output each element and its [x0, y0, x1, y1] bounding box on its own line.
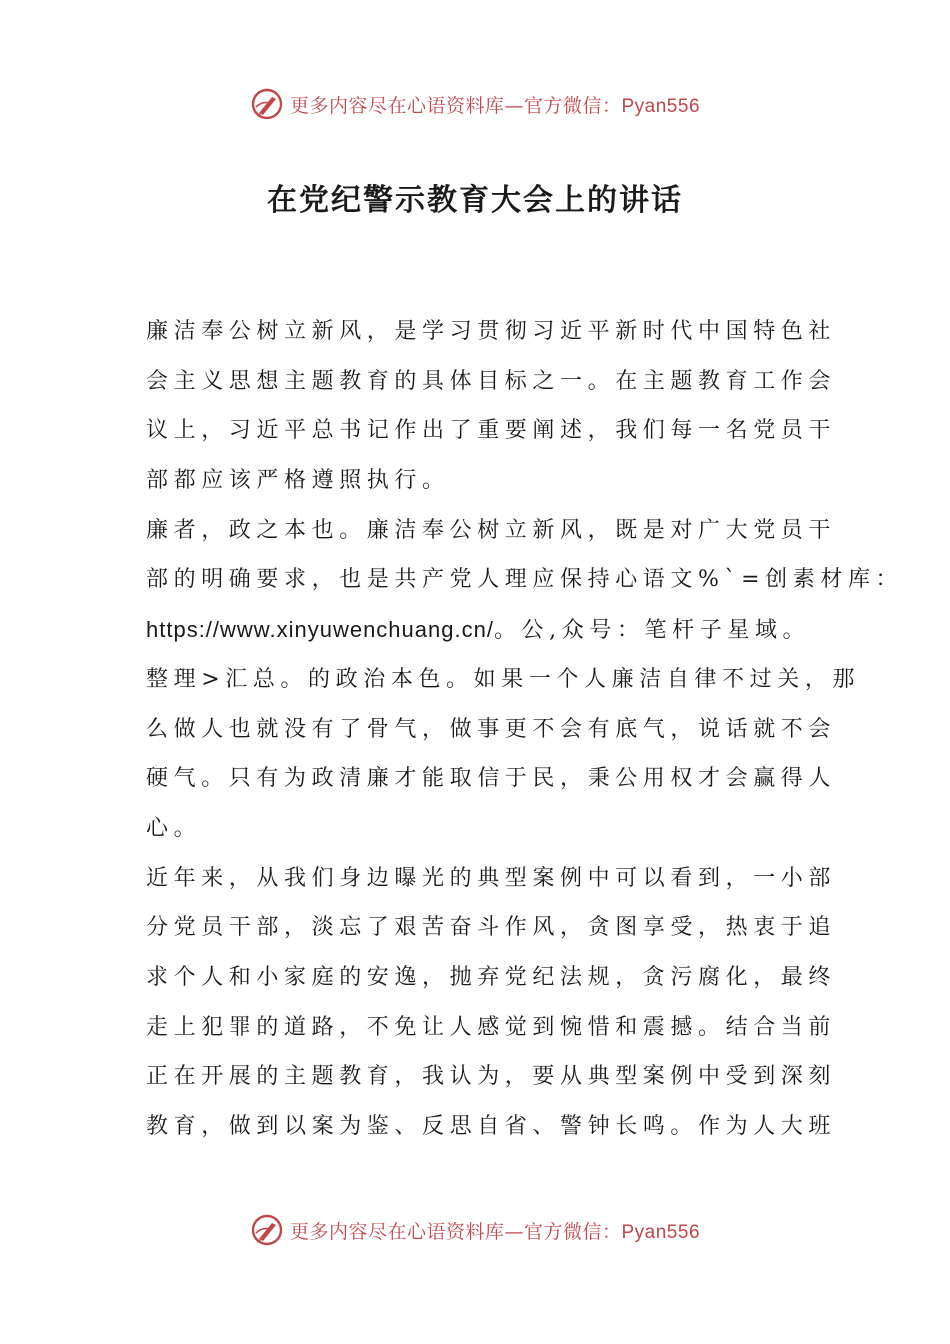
body-line: 议上，习近平总书记作出了重要阐述，我们每一名党员干 — [146, 418, 837, 444]
body-line: 整理>汇总。的政治本色。如果一个人廉洁自律不过关，那 — [146, 666, 861, 692]
body-line: 正在开展的主题教育，我认为，要从典型案例中受到深刻 — [146, 1064, 837, 1090]
body-line: 廉洁奉公树立新风，是学习贯彻习近平新时代中国特色社 — [146, 319, 837, 344]
url-suffix-text: 。公,众号：笔杆子星域。 — [493, 618, 811, 644]
pen-logo-icon — [250, 87, 284, 121]
body-line: 廉者，政之本也。廉洁奉公树立新风，既是对广大党员干 — [146, 517, 837, 543]
body-line: 近年来，从我们身边曝光的典型案例中可以看到，一小部 — [146, 865, 837, 891]
body-line: 分党员干部，淡忘了艰苦奋斗作风，贪图享受，热衷于追 — [146, 915, 837, 941]
body-line: 部都应该严格遵照执行。 — [146, 468, 450, 494]
body-line: 么做人也就没有了骨气，做事更不会有底气，说话就不会 — [146, 716, 837, 742]
pen-logo-icon — [250, 1213, 284, 1247]
body-line: 会主义思想主题教育的具体目标之一。在主题教育工作会 — [146, 368, 837, 394]
body-line-url — [146, 605, 810, 655]
watermark-id: Pyan556 — [621, 1221, 701, 1243]
document-body — [146, 307, 904, 1152]
body-line: 求个人和小家庭的安逸，抛弃党纪法规，贪污腐化，最终 — [146, 964, 837, 990]
watermark-text: 更多内容尽在心语资料库—官方微信： — [289, 94, 622, 117]
document-title: 在党纪警示教育大会上的讲话 — [267, 183, 683, 218]
watermark-text: 更多内容尽在心语资料库—官方微信： — [289, 1220, 622, 1243]
watermark-id: Pyan556 — [621, 95, 701, 117]
body-line: 走上犯罪的道路，不免让人感觉到惋惜和震撼。结合当前 — [146, 1014, 837, 1040]
body-line: 教育，做到以案为鉴、反思自省、警钟长鸣。作为人大班 — [146, 1114, 837, 1139]
body-line: 硬气。只有为政清廉才能取信于民，秉公用权才会赢得人 — [146, 766, 837, 792]
body-line: 部的明确要求，也是共产党人理应保持心语文%`=创素材库： — [146, 567, 904, 593]
footer-watermark — [0, 1210, 950, 1250]
url-text: https://www.xinyuwenchuang.cn/ — [146, 617, 494, 643]
header-watermark — [0, 84, 950, 124]
body-line: 心。 — [146, 815, 202, 841]
